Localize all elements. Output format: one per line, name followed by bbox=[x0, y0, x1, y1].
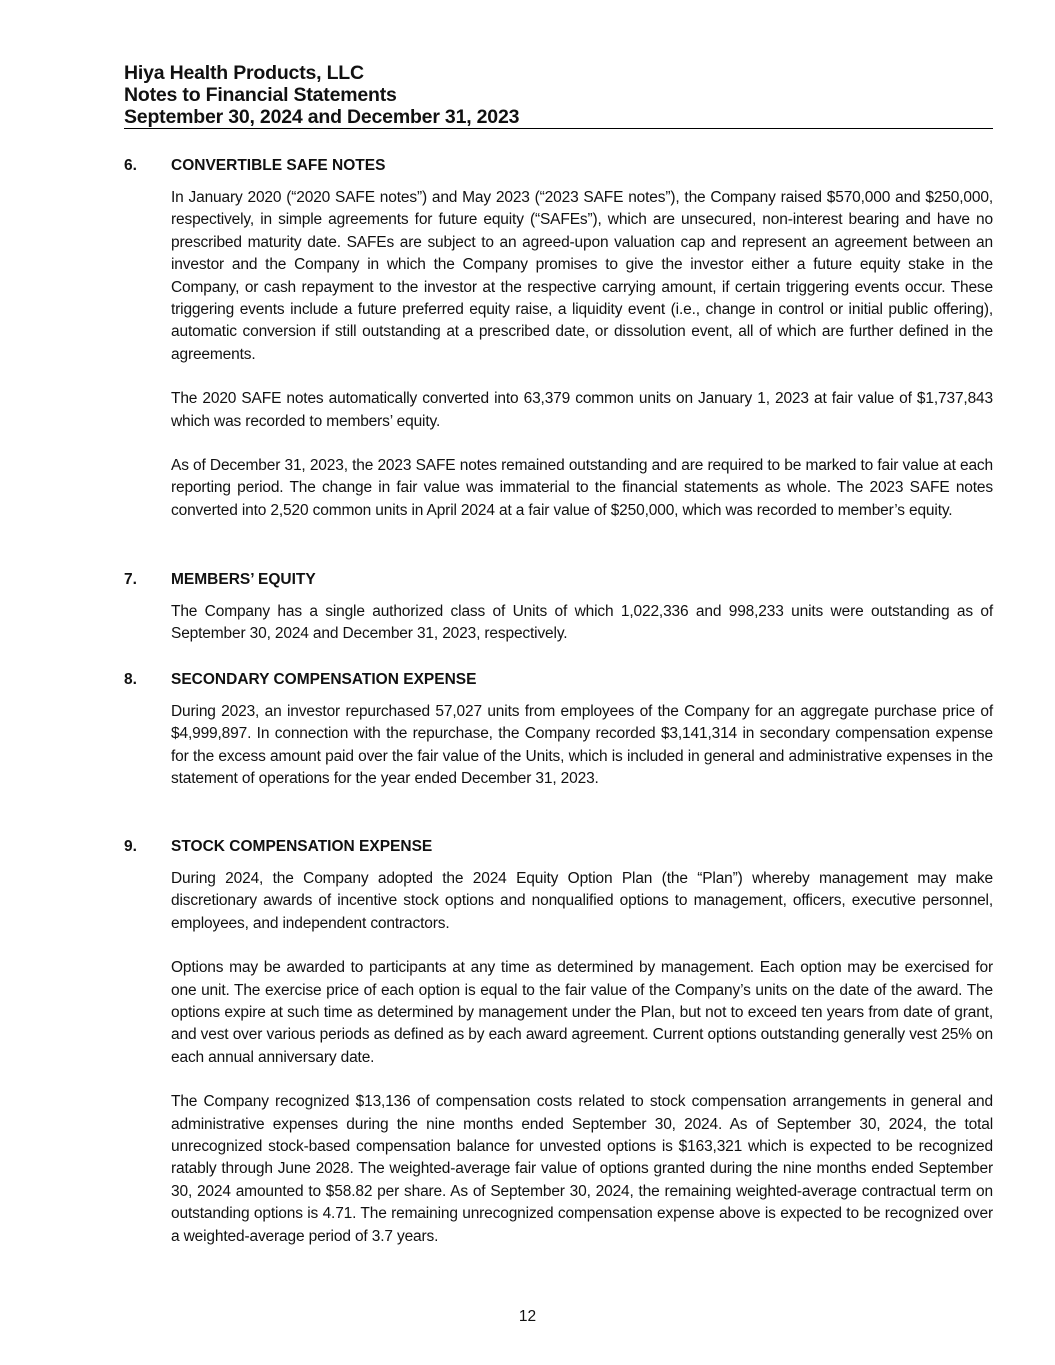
section-number: 6. bbox=[124, 157, 137, 174]
section-heading bbox=[124, 156, 993, 176]
section-stock-compensation-expense bbox=[124, 837, 993, 1248]
paragraph: During 2024, the Company adopted the 2024 Equity Option Plan (the “Plan”) whereby management may make discretionary awards of incentive stock options and nonqualified options to management, officers, executive personnel, employees, and independent contractors. bbox=[171, 870, 993, 932]
section-heading bbox=[124, 670, 993, 690]
paragraph: As of December 31, 2023, the 2023 SAFE notes remained outstanding and are required to be marked to fair value at each reporting period. The change in fair value was immaterial to the financial statements as whole. The 2023 SAFE notes converted into 2,520 common units in April 2024 at a fair value of $250,000, which was recorded to member’s equity. bbox=[171, 457, 993, 519]
page-header bbox=[124, 62, 993, 129]
section-number: 8. bbox=[124, 671, 137, 688]
company-name: Hiya Health Products, LLC bbox=[124, 62, 364, 84]
paragraph: The Company has a single authorized class of Units of which 1,022,336 and 998,233 units were outstanding as of September 30, 2024 and December 31, 2023, respectively. bbox=[171, 603, 993, 643]
page-number: 12 bbox=[518, 1308, 537, 1325]
section-title: MEMBERS’ EQUITY bbox=[171, 571, 316, 588]
section-convertible-safe-notes bbox=[124, 156, 993, 522]
section-title: STOCK COMPENSATION EXPENSE bbox=[171, 838, 433, 855]
paragraph: Options may be awarded to participants at any time as determined by management. Each option may be exercised for one unit. The exercise price of each option is equal to the fair value of the Company’s units on the date of the award. The options expire at such time as determined by management under the Plan, but not to exceed ten years from date of grant, and vest over various periods as defined as by each award agreement. Current options outstanding generally vest 25% on each annual anniversary date. bbox=[171, 959, 993, 1066]
paragraph: During 2023, an investor repurchased 57,027 units from employees of the Company for an aggregate purchase price of $4,999,897. In connection with the repurchase, the Company recorded $3,141,314 in secondary compensation expense for the excess amount paid over the fair value of the Units, which is included in general and administrative expenses in the statement of operations for the year ended December 31, 2023. bbox=[171, 703, 993, 788]
paragraph: In January 2020 (“2020 SAFE notes”) and May 2023 (“2023 SAFE notes”), the Company raised $570,000 and $250,000, respectively, in simple agreements for future equity (“SAFEs”), which are unsecured, non-interest bearing and have no prescribed maturity date. SAFEs are subject to an agreed-upon valuation cap and represent an agreement between an investor and the Company in which the Company promises to give the investor either a future equity stake in the Company, or cash repayment to the investor at the respective carrying amount, if certain triggering events occur. These triggering events include a future preferred equity raise, a liquidity event (i.e., change in control or initial public offering), automatic conversion if still outstanding at a prescribed date, or dissolution event, all of which are further defined in the agreements. bbox=[171, 189, 993, 363]
paragraph: The 2020 SAFE notes automatically converted into 63,379 common units on January 1, 2023 at fair value of $1,737,843 which was recorded to members’ equity. bbox=[171, 390, 993, 430]
section-title: SECONDARY COMPENSATION EXPENSE bbox=[171, 671, 477, 688]
section-title: CONVERTIBLE SAFE NOTES bbox=[171, 157, 386, 174]
paragraph: The Company recognized $13,136 of compensation costs related to stock compensation arrangements in general and administrative expenses during the nine months ended September 30, 2024. As of September 30, 2024, the total unrecognized stock-based compensation balance for unvested options is $163,321 which is expected to be recognized ratably through June 2028. The weighted-average fair value of options granted during the nine months ended September 30, 2024 amounted to $58.82 per share. As of September 30, 2024, the remaining weighted-average contractual term on outstanding options is 4.71. The remaining unrecognized compensation expense above is expected to be recognized over a weighted-average period of 3.7 years. bbox=[171, 1093, 993, 1245]
section-number: 7. bbox=[124, 571, 137, 588]
section-secondary-compensation-expense bbox=[124, 670, 993, 791]
section-number: 9. bbox=[124, 838, 137, 855]
section-heading bbox=[124, 570, 993, 590]
section-members-equity bbox=[124, 570, 993, 646]
document-title: Notes to Financial Statements bbox=[124, 84, 397, 106]
section-heading bbox=[124, 837, 993, 857]
reporting-period: September 30, 2024 and December 31, 2023 bbox=[124, 106, 993, 129]
